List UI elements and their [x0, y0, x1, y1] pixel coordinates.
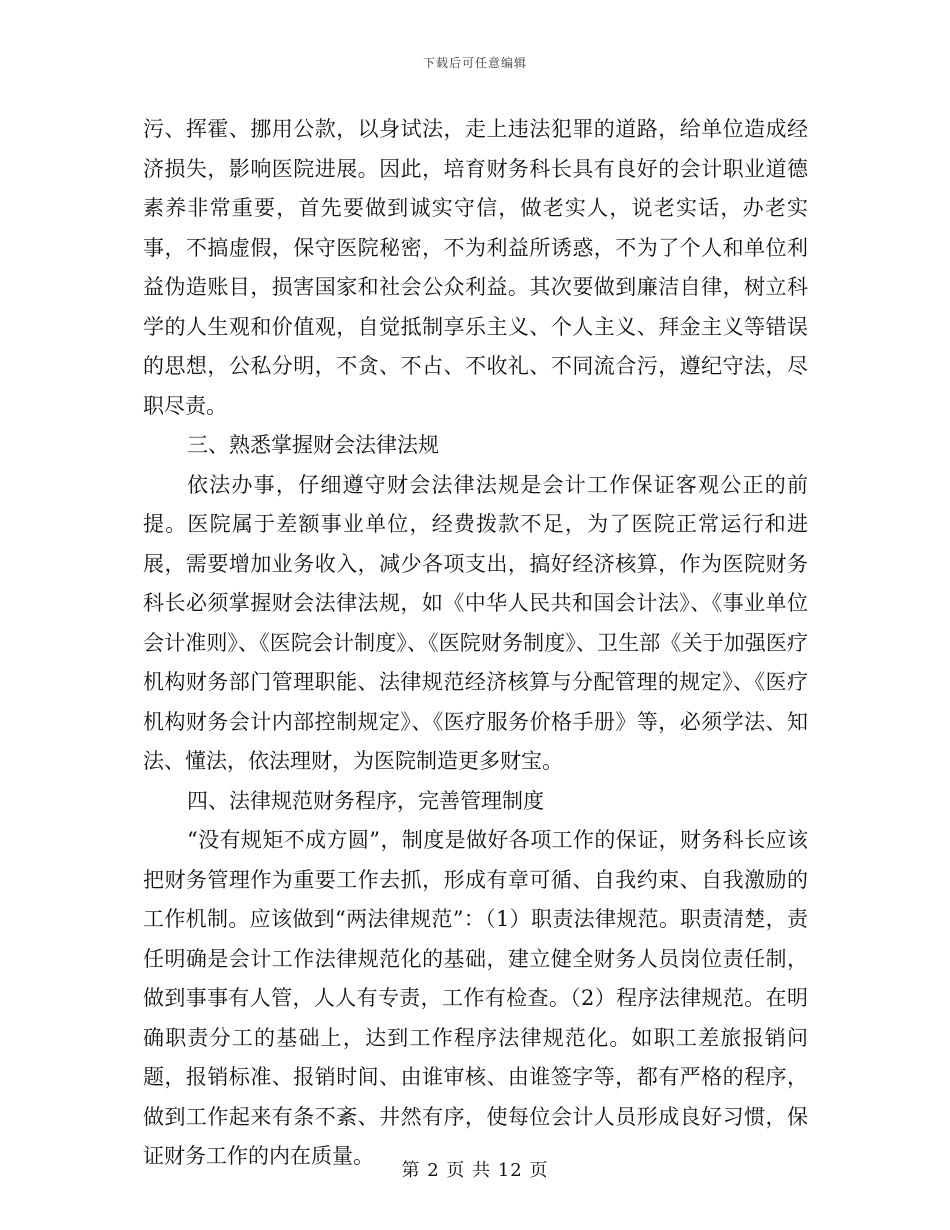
section-heading-3: 三、熟悉掌握财会法律法规 [187, 433, 439, 457]
paragraph-section-3: 依法办事，仔细遵守财会法律法规是会计工作保证客观公正的前提。医院属于差额事业单位，经费拨款不足，为了医院正常运行和进展，需要增加业务收入，减少各项支出，搞好经济核算，作为医院财务科长必须掌握财会法律法规，如《中华人民共和国会计法》、《事业单位会计准则》、《医院会计制度》、《医院财务制度》、卫生部《关于加强医疗机构财务部门管理职能、法律规范经济核算与分配管理的规定》、《医疗机构财务会计内部控制规定》、《医疗服务价格手册》等，必须学法、知法、懂法，依法理财，为医院制造更多财宝。 [143, 472, 808, 773]
section-heading-4: 四、法律规范财务程序，完善管理制度 [187, 788, 544, 813]
page-header: 下载后可任意编辑 [422, 56, 527, 70]
paragraph-section-4: “没有规矩不成方圆”，制度是做好各项工作的保证，财务科长应该把财务管理作为重要工作去抓，形成有章可循、自我约束、自我激励的工作机制。应该做到“两法律规范”：（1）职责法律规范。职责清楚，责任明确是会计工作法律规范化的基础，建立健全财务人员岗位责任制，做到事事有人管，人人有专责，工作有检查。（2）程序法律规范。在明确职责分工的基础上，达到工作程序法律规范化。如职工差旅报销问题，报销标准、报销时间、由谁审核、由谁签字等，都有严格的程序，做到工作起来有条不紊、井然有序，使每位会计人员形成良好习惯，保证财务工作的内在质量。 [143, 828, 808, 1168]
page-number: 第 2 页 共 12 页 [401, 1160, 549, 1181]
paragraph-continued: 污、挥霍、挪用公款，以身试法，走上违法犯罪的道路，给单位造成经济损失，影响医院进展。因此，培育财务科长具有良好的会计职业道德素养非常重要，首先要做到诚实守信，做老实人，说老实话，办老实事，不搞虚假，保守医院秘密，不为利益所诱惑，不为了个人和单位利益伪造账目，损害国家和社会公众利益。其次要做到廉洁自律，树立科学的人生观和价值观，自觉抵制享乐主义、个人主义、拜金主义等错误的思想，公私分明，不贪、不占、不收礼、不同流合污，遵纪守法，尽职尽责。 [143, 117, 808, 418]
document-body [143, 110, 808, 1177]
